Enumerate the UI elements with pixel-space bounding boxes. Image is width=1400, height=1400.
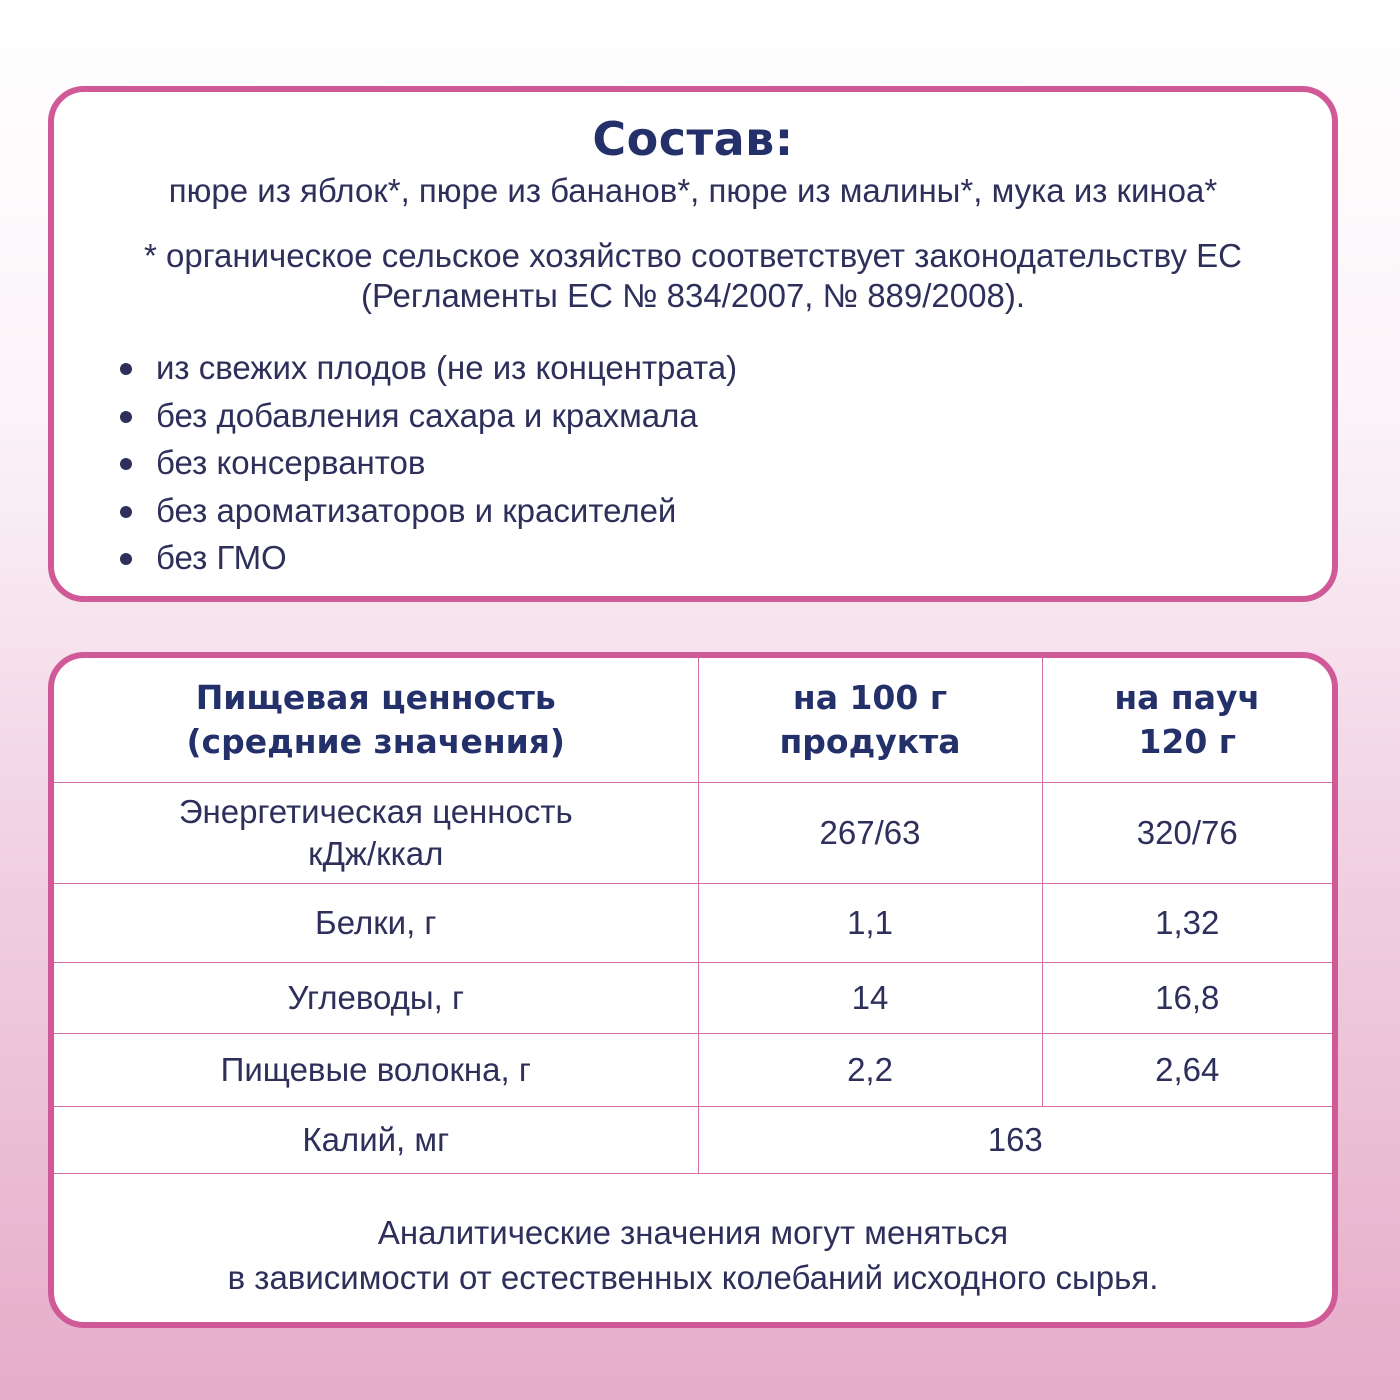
row-name-protein: Белки, г (54, 884, 698, 963)
feature-item (118, 487, 737, 535)
organic-note-line1: * органическое сельское хозяйство соответствует законодательству ЕС (144, 237, 1242, 274)
header-col3-line2: 120 г (1138, 722, 1237, 761)
protein-per-pouch: 1,32 (1042, 884, 1332, 963)
table-header-row (54, 658, 1332, 783)
table-row (54, 1034, 1332, 1107)
feature-item (118, 534, 737, 582)
header-nutritional-value (54, 658, 698, 783)
nutrition-table (54, 658, 1332, 1174)
feature-text: без ароматизаторов и красителей (156, 491, 677, 529)
features-list (118, 344, 737, 582)
footnote-line2: в зависимости от естественных колебаний исходного сырья. (227, 1259, 1159, 1296)
feature-item (118, 344, 737, 392)
table-row (54, 884, 1332, 963)
feature-item (118, 439, 737, 487)
feature-text: без консервантов (156, 444, 426, 481)
energy-label-line1: Энергетическая ценность (178, 793, 573, 830)
row-name-fiber: Пищевые волокна, г (54, 1034, 698, 1107)
row-name-energy (54, 783, 698, 884)
composition-title: Состав: (592, 112, 794, 166)
header-per-pouch (1042, 658, 1332, 783)
header-col3-line1: на пауч (1114, 678, 1261, 717)
header-col1-line1: Пищевая ценность (195, 678, 556, 717)
table-row (54, 1107, 1332, 1174)
bullet-icon (120, 506, 132, 518)
row-name-carbs: Углеводы, г (54, 963, 698, 1034)
row-name-potassium: Калий, мг (54, 1107, 698, 1174)
table-row (54, 783, 1332, 884)
feature-text: из свежих плодов (не из концентрата) (156, 349, 738, 386)
composition-card (48, 86, 1338, 602)
energy-per-pouch: 320/76 (1042, 783, 1332, 884)
energy-label-line2: кДж/ккал (308, 835, 444, 872)
feature-item (118, 392, 737, 440)
bullet-icon (120, 363, 132, 375)
energy-per-100g: 267/63 (698, 783, 1042, 884)
bullet-icon (120, 553, 132, 565)
header-col1-line2: (средние значения) (186, 722, 566, 761)
header-per-100g (698, 658, 1042, 783)
bullet-icon (120, 411, 132, 423)
carbs-per-100g: 14 (698, 963, 1042, 1034)
protein-per-100g: 1,1 (698, 884, 1042, 963)
analytical-footnote (54, 1210, 1332, 1300)
footnote-line1: Аналитические значения могут меняться (377, 1214, 1009, 1251)
header-col2-line2: продукта (779, 722, 961, 761)
table-row (54, 963, 1332, 1034)
carbs-per-pouch: 16,8 (1042, 963, 1332, 1034)
ingredients-text: пюре из яблок*, пюре из бананов*, пюре из малины*, мука из киноа* (168, 172, 1218, 209)
fiber-per-pouch: 2,64 (1042, 1034, 1332, 1107)
bullet-icon (120, 458, 132, 470)
header-col2-line1: на 100 г (792, 678, 948, 717)
fiber-per-100g: 2,2 (698, 1034, 1042, 1107)
feature-text: без добавления сахара и крахмала (156, 396, 698, 434)
organic-note-line2: (Регламенты ЕС № 834/2007, № 889/2008). (360, 277, 1025, 314)
feature-text: без ГМО (156, 539, 287, 576)
potassium-value: 163 (698, 1107, 1332, 1174)
organic-note (54, 236, 1332, 316)
nutrition-card (48, 652, 1338, 1328)
